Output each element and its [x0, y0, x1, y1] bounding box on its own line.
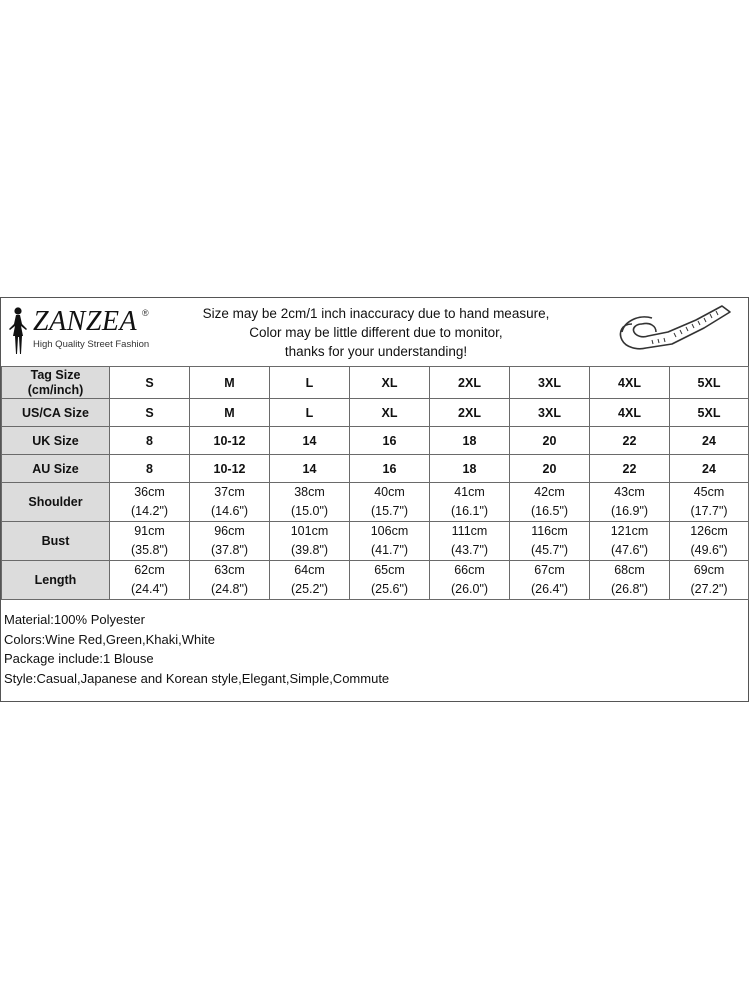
- table-cell: XL: [350, 399, 430, 427]
- table-cell: 3XL: [510, 367, 590, 399]
- table-row-au-size: [2, 455, 749, 483]
- table-cell: 111cm (43.7"): [430, 522, 510, 561]
- table-row-tag-size: [2, 367, 749, 399]
- row-label-bust: Bust: [2, 522, 110, 561]
- note-line: Color may be little different due to monitor,: [249, 325, 503, 340]
- table-cell: 62cm (24.4"): [110, 561, 190, 600]
- measuring-tape-icon: [612, 302, 734, 362]
- table-cell: 20: [510, 455, 590, 483]
- row-label-length: Length: [2, 561, 110, 600]
- brand-name: ZANZEA: [33, 306, 138, 337]
- info-package: Package include:1 Blouse: [4, 651, 154, 666]
- table-row-shoulder: [2, 483, 749, 522]
- row-label-uk-size: UK Size: [2, 427, 110, 455]
- table-cell: 40cm (15.7"): [350, 483, 430, 522]
- table-cell: 68cm (26.8"): [590, 561, 670, 600]
- table-cell: 18: [430, 455, 510, 483]
- table-cell: 24: [670, 455, 749, 483]
- table-cell: 3XL: [510, 399, 590, 427]
- table-cell: 96cm (37.8"): [190, 522, 270, 561]
- table-cell: 18: [430, 427, 510, 455]
- table-cell: 106cm (41.7"): [350, 522, 430, 561]
- info-material: Material:100% Polyester: [4, 612, 145, 627]
- table-cell: 4XL: [590, 399, 670, 427]
- table-cell: 45cm (17.7"): [670, 483, 749, 522]
- note-line: Size may be 2cm/1 inch inaccuracy due to hand measure,: [202, 306, 550, 321]
- info-style: Style:Casual,Japanese and Korean style,Elegant,Simple,Commute: [4, 670, 390, 686]
- table-cell: 69cm (27.2"): [670, 561, 749, 600]
- table-cell: 22: [590, 455, 670, 483]
- registered-mark: ®: [142, 308, 149, 318]
- table-cell: S: [110, 399, 190, 427]
- table-cell: 8: [110, 427, 190, 455]
- table-cell: 22: [590, 427, 670, 455]
- table-cell: 43cm (16.9"): [590, 483, 670, 522]
- table-cell: 101cm (39.8"): [270, 522, 350, 561]
- table-cell: 36cm (14.2"): [110, 483, 190, 522]
- table-cell: 16: [350, 455, 430, 483]
- table-cell: M: [190, 399, 270, 427]
- table-row-uk-size: [2, 427, 749, 455]
- table-cell: 10-12: [190, 427, 270, 455]
- table-cell: 91cm (35.8"): [110, 522, 190, 561]
- table-cell: 8: [110, 455, 190, 483]
- table-cell: 116cm (45.7"): [510, 522, 590, 561]
- note-line: thanks for your understanding!: [284, 344, 468, 359]
- size-table: [1, 366, 749, 600]
- row-label-au-size: AU Size: [2, 455, 110, 483]
- row-label-shoulder: Shoulder: [2, 483, 110, 522]
- table-cell: 65cm (25.6"): [350, 561, 430, 600]
- table-cell: L: [270, 367, 350, 399]
- table-cell: 10-12: [190, 455, 270, 483]
- row-label-us-ca-size: US/CA Size: [2, 399, 110, 427]
- woman-silhouette-icon: [5, 304, 33, 360]
- table-row-length: [2, 561, 749, 600]
- table-cell: 66cm (26.0"): [430, 561, 510, 600]
- table-cell: 14: [270, 427, 350, 455]
- size-chart: [0, 297, 749, 702]
- table-cell: 2XL: [430, 367, 510, 399]
- chart-header: [1, 298, 748, 367]
- table-cell: 16: [350, 427, 430, 455]
- brand-logo: [5, 304, 155, 360]
- table-cell: 37cm (14.6"): [190, 483, 270, 522]
- table-cell: L: [270, 399, 350, 427]
- row-label-tag-size: Tag Size (cm/inch): [2, 367, 110, 399]
- table-cell: 42cm (16.5"): [510, 483, 590, 522]
- table-cell: 2XL: [430, 399, 510, 427]
- table-cell: 38cm (15.0"): [270, 483, 350, 522]
- table-cell: 67cm (26.4"): [510, 561, 590, 600]
- table-cell: 24: [670, 427, 749, 455]
- product-info: [4, 610, 389, 688]
- table-cell: 5XL: [670, 367, 749, 399]
- table-cell: 64cm (25.2"): [270, 561, 350, 600]
- table-cell: M: [190, 367, 270, 399]
- table-cell: 63cm (24.8"): [190, 561, 270, 600]
- brand-tagline: High Quality Street Fashion: [33, 339, 150, 350]
- table-cell: 121cm (47.6"): [590, 522, 670, 561]
- measurement-notes: [151, 304, 601, 361]
- table-cell: 4XL: [590, 367, 670, 399]
- table-cell: 126cm (49.6"): [670, 522, 749, 561]
- table-cell: XL: [350, 367, 430, 399]
- table-cell: S: [110, 367, 190, 399]
- table-cell: 5XL: [670, 399, 749, 427]
- table-row-us-ca-size: [2, 399, 749, 427]
- table-row-bust: [2, 522, 749, 561]
- table-cell: 20: [510, 427, 590, 455]
- info-colors: Colors:Wine Red,Green,Khaki,White: [4, 631, 215, 647]
- table-cell: 14: [270, 455, 350, 483]
- table-cell: 41cm (16.1"): [430, 483, 510, 522]
